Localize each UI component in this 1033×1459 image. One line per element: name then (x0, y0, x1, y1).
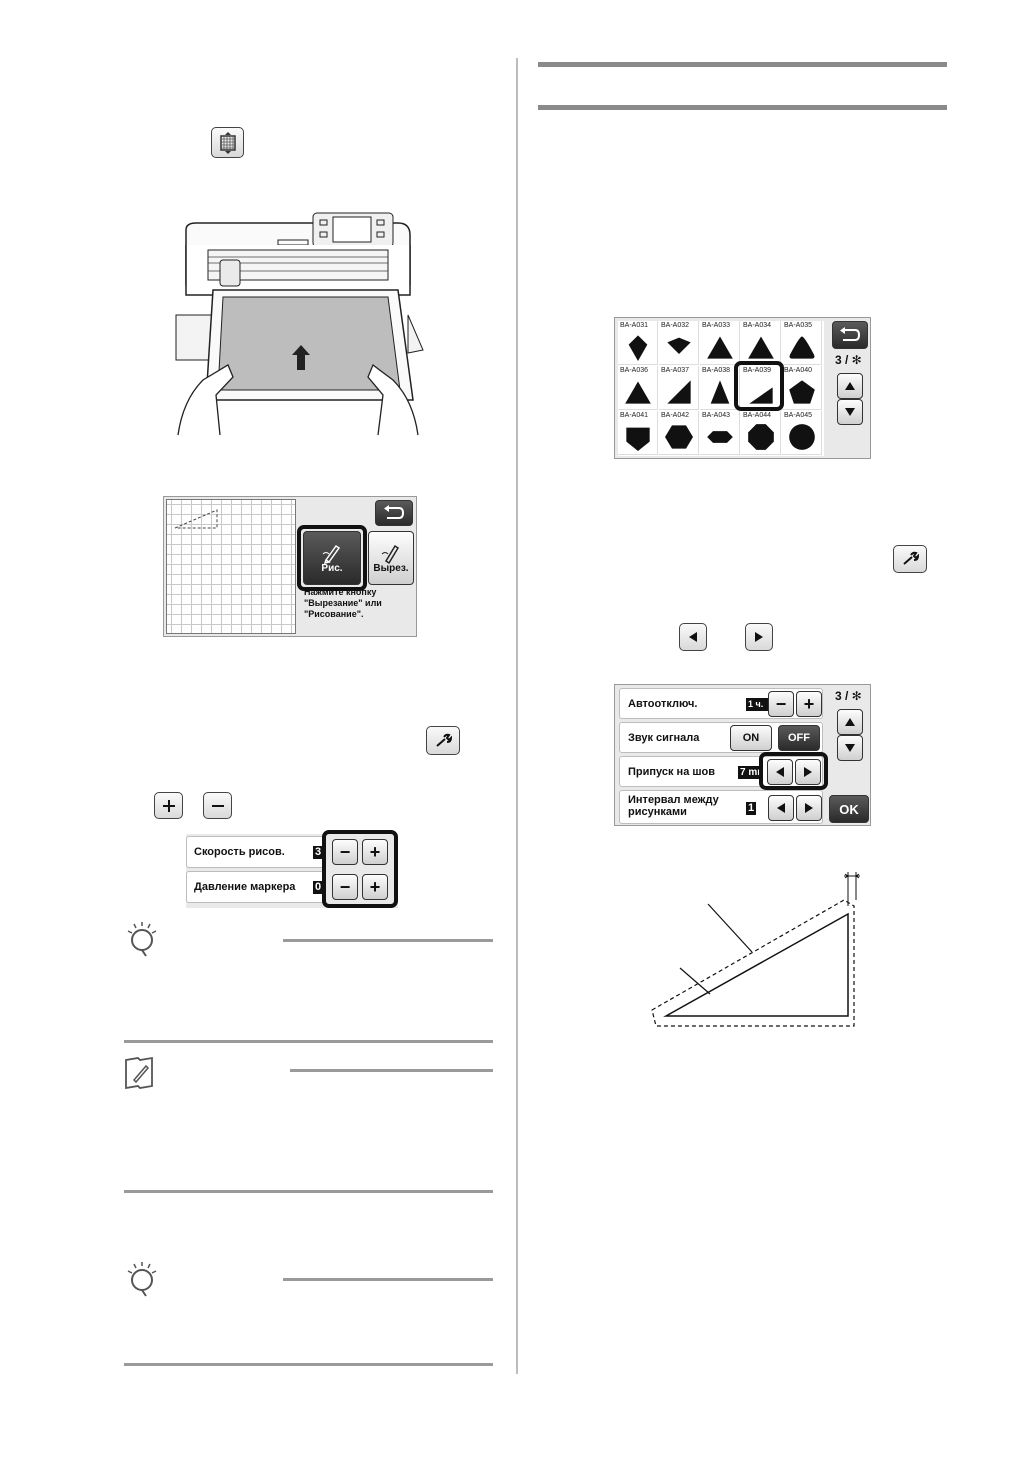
draw-speed-value: 3 (315, 846, 322, 858)
back-icon (839, 327, 861, 343)
pattern-code: BA-A045 (784, 412, 813, 419)
beep-on-button[interactable]: ON (730, 725, 772, 751)
pattern-thumb[interactable] (782, 366, 822, 410)
pressure-plus-button[interactable]: + (362, 874, 388, 900)
pattern-thumb[interactable] (618, 411, 658, 455)
mat-grid (166, 499, 296, 634)
seam-allowance-diagram (640, 866, 870, 1036)
pattern-thumb[interactable] (659, 321, 699, 365)
pattern-shape (624, 333, 652, 361)
right-arrow-icon (804, 767, 812, 777)
draw-button-label: Рис. (321, 563, 343, 574)
settings-down-button[interactable] (837, 735, 863, 761)
pattern-code: BA-A031 (620, 322, 649, 329)
beep-label: Звук сигнала (628, 732, 700, 744)
interval-right-button[interactable] (796, 795, 822, 821)
pattern-shape (747, 423, 775, 451)
auto-off-plus-button[interactable]: + (796, 691, 822, 717)
marker-pressure-value: 0 (315, 881, 322, 893)
pattern-code: BA-A037 (661, 367, 690, 374)
pattern-grid (618, 321, 824, 456)
back-icon (383, 505, 405, 521)
pattern-code: BA-A041 (620, 412, 649, 419)
memo-top-rule (290, 1069, 493, 1072)
pattern-thumb[interactable] (659, 366, 699, 410)
auto-off-value: 1 ч. (746, 698, 768, 711)
marker-pressure-row (186, 871, 326, 903)
pattern-shape (706, 378, 734, 406)
pattern-code: BA-A035 (784, 322, 813, 329)
pattern-shape (788, 378, 816, 406)
mat-screen (163, 496, 417, 637)
pattern-shape (788, 333, 816, 361)
pattern-shape (665, 333, 693, 361)
pen-icon (321, 542, 343, 564)
note-bottom-rule (124, 1040, 493, 1043)
up-icon (845, 718, 855, 726)
pattern-up-button[interactable] (837, 373, 863, 399)
note-icon (124, 922, 160, 958)
plus-icon[interactable] (154, 792, 183, 819)
pattern-shape (788, 423, 816, 451)
settings-up-button[interactable] (837, 709, 863, 735)
pattern-shape (747, 333, 775, 361)
pattern-code: BA-A036 (620, 367, 649, 374)
beep-off-button[interactable]: OFF (778, 725, 820, 751)
pattern-shape (624, 423, 652, 451)
beep-row (619, 722, 823, 753)
back-button[interactable] (375, 500, 413, 526)
pattern-thumb[interactable] (782, 411, 822, 455)
seam-right-button[interactable] (795, 759, 821, 785)
triangle-preview (173, 508, 219, 530)
wrench-icon-right[interactable] (893, 545, 927, 573)
pattern-thumb[interactable] (618, 321, 658, 365)
pattern-pager: 3 / ✻ (835, 353, 862, 367)
pressure-minus-button[interactable]: − (332, 874, 358, 900)
cut-button-label: Вырез. (373, 563, 409, 574)
column-divider (516, 58, 518, 1374)
pattern-shape (665, 378, 693, 406)
left-arrow-icon[interactable] (679, 623, 707, 651)
auto-off-row (619, 688, 823, 719)
pattern-code: BA-A039 (743, 367, 772, 374)
blade-icon (380, 542, 402, 564)
auto-off-label: Автоотключ. (628, 698, 698, 710)
pattern-thumb[interactable] (741, 321, 781, 365)
pattern-list-screen (614, 317, 871, 459)
draw-speed-label: Скорость рисов. (194, 846, 285, 858)
right-arrow-icon[interactable] (745, 623, 773, 651)
marker-pressure-label: Давление маркера (194, 881, 296, 893)
pattern-code: BA-A043 (702, 412, 731, 419)
seam-left-button[interactable] (767, 759, 793, 785)
cut-button[interactable] (368, 531, 414, 585)
pattern-shape (665, 423, 693, 451)
draw-speed-row (186, 836, 326, 868)
settings-screen (614, 684, 871, 826)
down-icon (845, 408, 855, 416)
down-icon (845, 744, 855, 752)
interval-label: Интервал между рисунками (628, 794, 719, 818)
interval-left-button[interactable] (768, 795, 794, 821)
pattern-thumb[interactable] (782, 321, 822, 365)
pattern-code: BA-A033 (702, 322, 731, 329)
pattern-code: BA-A040 (784, 367, 813, 374)
memo-bottom-rule (124, 1190, 493, 1193)
pattern-code: BA-A034 (743, 322, 772, 329)
cutting-machine-illustration (168, 205, 428, 440)
note2-top-rule (283, 1278, 493, 1281)
interval-value: 1 (748, 802, 755, 814)
note2-bottom-rule (124, 1363, 493, 1366)
pattern-code: BA-A038 (702, 367, 731, 374)
pattern-shape (706, 423, 734, 451)
draw-settings-panel (186, 834, 398, 908)
section-second-rule (538, 105, 947, 110)
grid-icon[interactable] (211, 127, 244, 158)
seam-allowance-label: Припуск на шов (628, 766, 716, 778)
speed-minus-button[interactable]: − (332, 839, 358, 865)
pattern-back-button[interactable] (832, 321, 868, 349)
memo-icon (124, 1056, 156, 1090)
section-top-rule (538, 62, 947, 67)
pattern-thumb[interactable] (618, 366, 658, 410)
pattern-shape (706, 333, 734, 361)
up-icon (845, 382, 855, 390)
pattern-code: BA-A042 (661, 412, 690, 419)
pattern-thumb[interactable] (700, 321, 740, 365)
pattern-code: BA-A044 (743, 412, 772, 419)
settings-ok-button[interactable]: OK (829, 795, 869, 823)
pattern-down-button[interactable] (837, 399, 863, 425)
wrench-icon[interactable] (426, 726, 460, 755)
speed-plus-button[interactable]: + (362, 839, 388, 865)
pattern-thumb[interactable] (741, 411, 781, 455)
selected-pattern-highlight (734, 361, 784, 411)
pattern-code: BA-A032 (661, 322, 690, 329)
settings-pager: 3 / ✻ (835, 689, 862, 703)
note-top-rule (283, 939, 493, 942)
note-icon-2 (124, 1262, 160, 1298)
draw-button[interactable] (303, 531, 361, 585)
pattern-thumb[interactable] (700, 411, 740, 455)
left-arrow-icon (776, 767, 784, 777)
pattern-thumb[interactable] (659, 411, 699, 455)
seam-allowance-value: 7 mm (740, 767, 767, 778)
auto-off-minus-button[interactable]: − (768, 691, 794, 717)
interval-row (619, 790, 823, 824)
mat-screen-message: Нажмите кнопку "Вырезание" или "Рисование". (304, 587, 382, 619)
pattern-shape (624, 378, 652, 406)
minus-icon[interactable] (203, 792, 232, 819)
